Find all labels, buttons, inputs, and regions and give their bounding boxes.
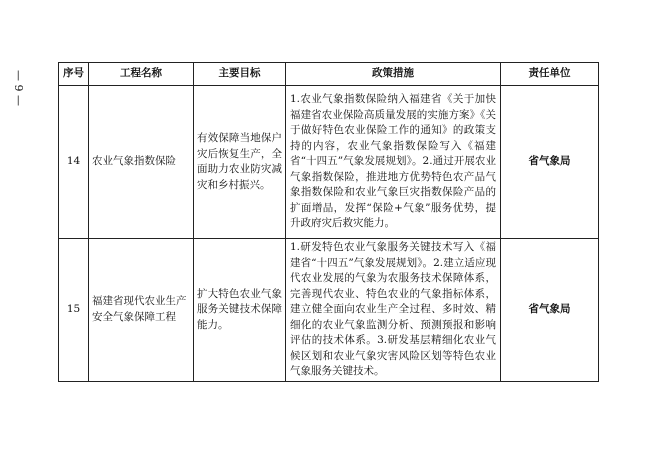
row-index: 14 [59, 86, 89, 239]
row-measures: 1.农业气象指数保险纳入福建省《关于加快福建省农业保险高质量发展的实施方案》《关于做好特色农业保险工作的通知》的政策支持的内容，农业气象指数保险写入《福建省“十四五”气象发展规划》。2.通过开展农业气象指数保险，推进地方优势特色农产品气象指数保险和农业气象巨灾指数保险产品的扩面增品，发挥“保险+气象”服务优势，提升政府灾后救灾能力。 [286, 86, 501, 239]
row-goal: 扩大特色农业气象服务关键技术保障能力。 [194, 239, 286, 382]
header-unit: 责任单位 [501, 63, 599, 86]
header-name: 工程名称 [89, 63, 194, 86]
project-table [58, 62, 599, 382]
header-goal: 主要目标 [194, 63, 286, 86]
table-row [59, 239, 599, 382]
row-measures: 1.研发特色农业气象服务关键技术写入《福建省“十四五”气象发展规划》。2.建立适应现代农业发展的气象为农服务技术保障体系，完善现代农业、特色农业的气象指标体系，建立健全面向农业生产全过程、多时效、精细化的农业气象监测分析、预测预报和影响评估的技术体系。3.研发基层精细化农业气候区划和农业气象灾害风险区划等特色农业气象服务关键技术。 [286, 239, 501, 382]
row-name: 农业气象指数保险 [89, 86, 194, 239]
page-number-text: — 9 — [12, 70, 25, 106]
header-index: 序号 [59, 63, 89, 86]
row-index: 15 [59, 239, 89, 382]
table-row [59, 86, 599, 239]
row-unit: 省气象局 [501, 239, 599, 382]
table-header-row [59, 63, 599, 86]
page-number [8, 70, 28, 150]
row-unit: 省气象局 [501, 86, 599, 239]
row-goal: 有效保障当地保户灾后恢复生产，全面助力农业防灾减灾和乡村振兴。 [194, 86, 286, 239]
header-measures: 政策措施 [286, 63, 501, 86]
row-name: 福建省现代农业生产安全气象保障工程 [89, 239, 194, 382]
